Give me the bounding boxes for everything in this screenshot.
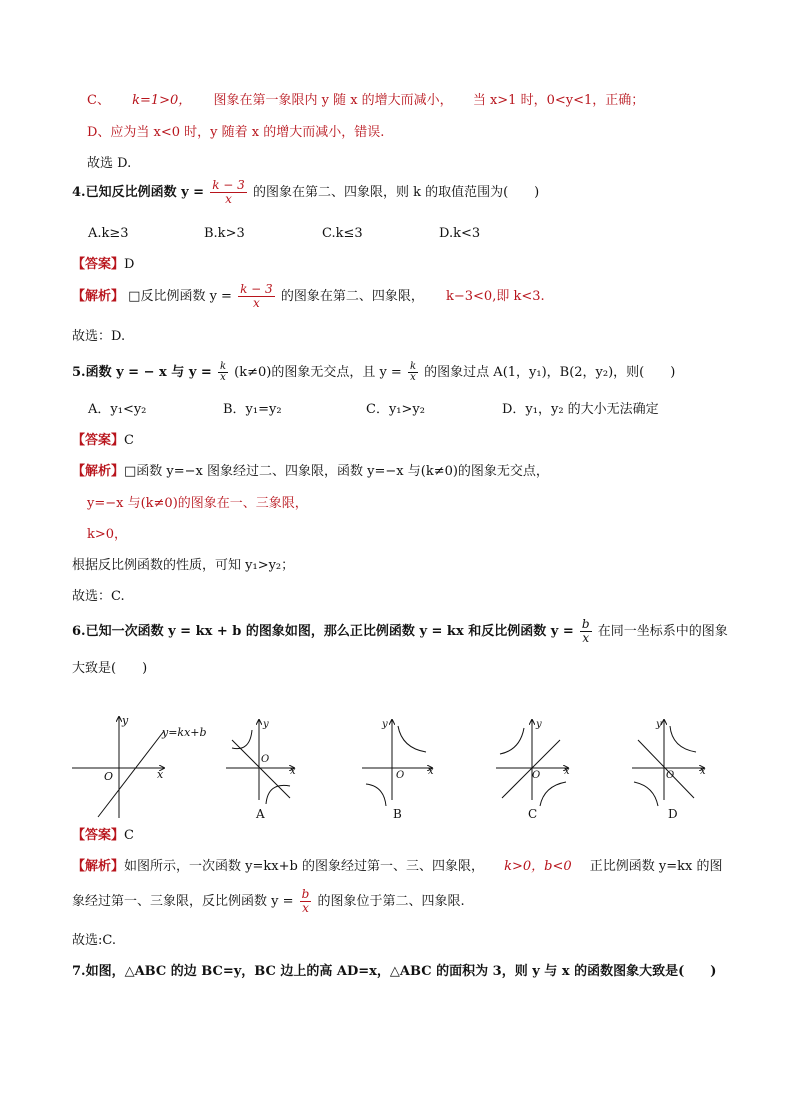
q5-analysis-1-text: □函数 y=−x 图象经过二、四象限，函数 y=−x 与(k≠0)的图象无交点， xyxy=(124,464,549,479)
q6-graph-label-d: D xyxy=(668,807,678,821)
q6-fraction: $\frac{b}{x}$ xyxy=(581,617,590,645)
q6-main-axis-y: y xyxy=(122,714,129,727)
q5-answer-value: C xyxy=(124,433,134,448)
svg-text:y: y xyxy=(656,719,662,730)
q6-graph-c xyxy=(496,719,570,821)
q5-fraction-2: $\frac{k}{x}$ xyxy=(409,361,417,383)
svg-text:x: x xyxy=(290,766,296,777)
q6-analysis-2 xyxy=(72,887,465,917)
q5-stem xyxy=(72,358,675,388)
q5-stem-b: (k≠0)的图象无交点，且 y = xyxy=(234,365,402,380)
q5-analysis-3: k>0， xyxy=(87,527,128,542)
q6-graph-a xyxy=(226,719,296,821)
svg-text:x: x xyxy=(700,766,706,777)
q4-fraction: $\frac{k - 3}{x}$ xyxy=(212,178,245,206)
option-c-text: 图象在第一象限内 y 随 x 的增大而减小， xyxy=(213,93,453,108)
q4-analysis-fraction: $\frac{k - 3}{x}$ xyxy=(240,282,273,310)
q4-stem xyxy=(72,178,539,208)
q6-analysis-2-post: 的图象位于第二、四象限. xyxy=(317,894,465,909)
svg-text:O: O xyxy=(261,754,270,765)
q4-choose: 故选：D. xyxy=(72,329,126,344)
q6-stem-post: 在同一坐标系中的图象 xyxy=(597,624,728,639)
q6-choose: 故选:C. xyxy=(72,933,116,948)
option-c-label: C、 xyxy=(87,93,110,108)
q6-main-graph xyxy=(72,714,207,818)
q5-answer xyxy=(72,432,134,450)
q6-main-line-label: y=kx+b xyxy=(162,726,207,739)
q6-answer-value: C xyxy=(124,828,134,843)
svg-text:y: y xyxy=(263,719,269,730)
q4-option-c[interactable]: C.k≤3 xyxy=(322,226,363,241)
q5-analysis-1 xyxy=(72,463,549,481)
q6-answer xyxy=(72,827,134,845)
q4-option-b[interactable]: B.k>3 xyxy=(204,226,245,241)
q5-choose: 故选：C. xyxy=(72,589,125,604)
q6-analysis-2-pre: 象经过第一、三象限，反比例函数 y = xyxy=(72,894,294,909)
q6-graph-d xyxy=(632,719,706,821)
svg-text:y: y xyxy=(536,719,542,730)
q4-analysis-pre: □反比例函数 y = xyxy=(128,289,232,304)
option-c-explanation xyxy=(87,92,644,110)
q4-answer-value: D xyxy=(124,257,135,272)
q6-stem-line-2: 大致是( ) xyxy=(72,661,148,676)
q4-analysis xyxy=(72,282,545,312)
answer-tag: 【答案】 xyxy=(72,433,125,448)
svg-text:O: O xyxy=(532,770,541,781)
q6-figures xyxy=(0,700,790,830)
q4-analysis-post: 的图象在第二、四象限， xyxy=(280,289,424,304)
q6-graph-label-a: A xyxy=(256,807,265,821)
q4-option-d[interactable]: D.k<3 xyxy=(439,226,481,241)
analysis-tag: 【解析】 xyxy=(72,859,125,874)
svg-text:x: x xyxy=(428,766,434,777)
q5-stem-c: 的图象过点 A(1，y₁)，B(2，y₂)，则( ) xyxy=(424,365,676,380)
q6-main-origin: O xyxy=(104,770,114,783)
q4-stem-pre: 4.已知反比例函数 y = xyxy=(72,185,205,200)
q6-main-axis-x: x xyxy=(157,768,164,781)
option-c-condition: k=1>0， xyxy=(132,93,192,108)
q7-stem xyxy=(72,963,716,981)
svg-text:y: y xyxy=(382,719,388,730)
q6-stem-pre: 6.已知一次函数 y = kx + b 的图象如图，那么正比例函数 y = kx 和反比例函数 y = xyxy=(72,624,574,639)
q5-fraction-1: $\frac{k}{x}$ xyxy=(219,361,226,383)
q4-option-a[interactable]: A.k≥3 xyxy=(88,226,129,241)
answer-tag: 【答案】 xyxy=(72,828,125,843)
option-c-text-2: 当 x>1 时，0<y<1，正确； xyxy=(472,93,645,108)
q6-graph-b xyxy=(362,719,434,821)
q6-analysis-1c: 正比例函数 y=kx 的图 xyxy=(589,859,723,874)
q4-answer xyxy=(72,256,134,274)
q6-stem xyxy=(72,617,728,647)
svg-text:x: x xyxy=(564,766,570,777)
answer-tag: 【答案】 xyxy=(72,257,125,272)
analysis-tag: 【解析】 xyxy=(72,289,125,304)
q5-option-b[interactable]: B．y₁=y₂ xyxy=(223,402,282,417)
q6-graph-label-b: B xyxy=(393,807,402,821)
q4-stem-post: 的图象在第二、四象限，则 k 的取值范围为( ) xyxy=(252,185,540,200)
q5-option-d[interactable]: D．y₁，y₂ 的大小无法确定 xyxy=(502,402,659,417)
q6-analysis-1 xyxy=(72,858,722,876)
q6-graph-label-c: C xyxy=(528,807,538,821)
q6-analysis-fraction: $\frac{b}{x}$ xyxy=(301,887,310,915)
q6-analysis-1-text: 如图所示，一次函数 y=kx+b 的图象经过第一、三、四象限， xyxy=(124,859,484,874)
q5-option-a[interactable]: A．y₁<y₂ xyxy=(88,402,147,417)
svg-text:O: O xyxy=(396,770,405,781)
q5-option-c[interactable]: C．y₁>y₂ xyxy=(366,402,425,417)
q5-analysis-4: 根据反比例函数的性质，可知 y₁>y₂； xyxy=(72,558,295,573)
q7-stem-text: 7.如图，△ABC 的边 BC=y，BC 边上的高 AD=x，△ABC 的面积为 3，则 y 与 x 的函数图象大致是( ) xyxy=(72,964,717,979)
choose-d-prev: 故选 D. xyxy=(87,156,132,171)
q4-analysis-end: k−3<0,即 k<3. xyxy=(445,289,545,304)
svg-text:O: O xyxy=(666,770,675,781)
q5-analysis-2: y=−x 与(k≠0)的图象在一、三象限， xyxy=(87,496,308,511)
q5-stem-a: 5.函数 y = − x 与 y = xyxy=(72,365,212,380)
option-d-explanation: D、应为当 x<0 时，y 随着 x 的增大而减小，错误. xyxy=(87,125,385,140)
q6-analysis-1b: k>0，b<0 xyxy=(504,859,572,874)
analysis-tag: 【解析】 xyxy=(72,464,125,479)
